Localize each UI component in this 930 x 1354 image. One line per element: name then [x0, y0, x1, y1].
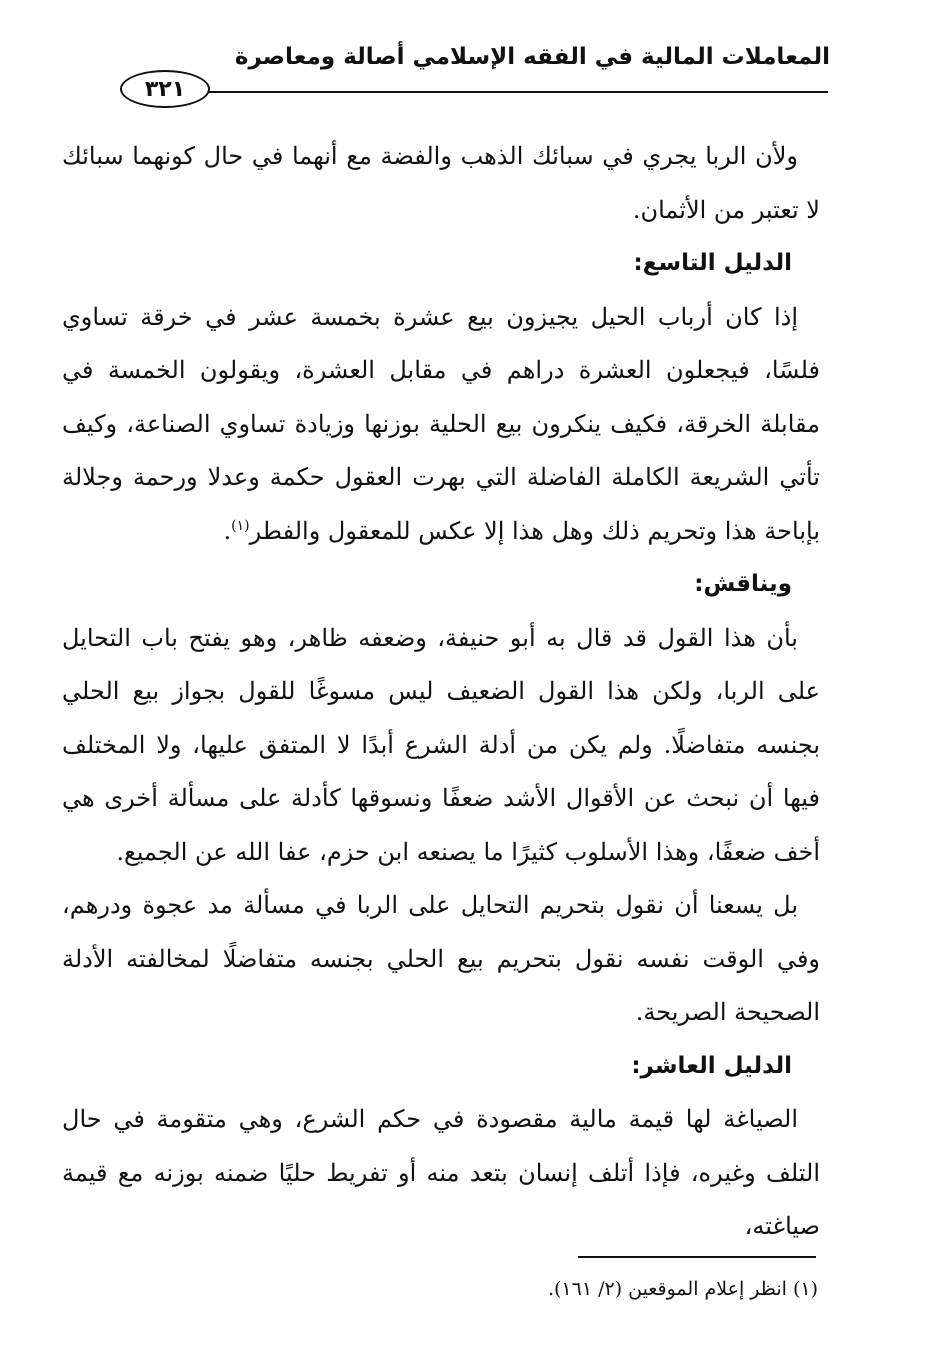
- body-text: [62, 130, 820, 1254]
- paragraph-ninth-evidence-text: إذا كان أرباب الحيل يجيزون بيع عشرة بخمسة عشر في خرقة تساوي فلسًا، فيجعلون العشرة دراهم في مقابل العشرة، ويقولون الخمسة في مقابلة الخرقة، فكيف ينكرون بيع الحلية بوزنها وزيادة تساوي الصناعة، وكيف تأتي الشريعة الكاملة الفاضلة التي بهرت العقول حكمة وعدلا ورحمة وجلالة بإباحة هذا وتحريم ذلك وهل هذا إلا عكس للمعقول والفطر: [62, 302, 821, 545]
- footnote-marker[interactable]: (١): [231, 517, 250, 534]
- running-header-title: المعاملات المالية في الفقه الإسلامي أصالة ومعاصرة: [234, 44, 830, 70]
- paragraph-tenth-evidence: الصياغة لها قيمة مالية مقصودة في حكم الشرع، وهي متقومة في حال التلف وغيره، فإذا أتلف إنسان بتعد منه أو تفريط حليًا ضمنه بوزنه مع قيمة صياغته،: [62, 1105, 820, 1240]
- paragraph-ninth-evidence-end: .: [223, 516, 232, 545]
- paragraph-discussion: بأن هذا القول قد قال به أبو حنيفة، وضعفه ظاهر، وهو يفتح باب التحايل على الربا، ولكن هذا القول الضعيف ليس مسوغًا للقول بجواز بيع الحلي بجنسه متفاضلًا. ولم يكن من أدلة الشرع أبدًا لا المتفق عليها، ولا المختلف فيها أن نبحث عن الأقوال الأشد ضعفًا ونسوقها كأدلة على مسألة أخرى هي أخف ضعفًا، وهذا الأسلوب كثيرًا ما يصنعه ابن حزم، عفا الله عن الجميع.: [62, 623, 820, 866]
- page-number: ٣٢١: [120, 70, 210, 108]
- paragraph-gold-silver-bullion: ولأن الربا يجري في سبائك الذهب والفضة مع أنهما في حال كونهما سبائك لا تعتبر من الأثمان.: [62, 142, 820, 224]
- paragraph-ninth-evidence: [62, 291, 820, 559]
- footnote: (١) انظر إعلام الموقعين (٢/ ١٦١).: [547, 1278, 818, 1300]
- heading-tenth-evidence: الدليل العاشر:: [631, 1052, 792, 1079]
- heading-discussion: ويناقش:: [694, 571, 792, 597]
- heading-ninth-evidence: الدليل التاسع:: [633, 250, 792, 276]
- footnote-rule: [578, 1256, 816, 1258]
- paragraph-discussion-continued: بل يسعنا أن نقول بتحريم التحايل على الربا في مسألة مد عجوة ودرهم، وفي الوقت نفسه نقول بتحريم بيع الحلي بجنسه متفاضلًا لمخالفته الأدلة الصحيحة الصريحة.: [62, 891, 821, 1026]
- header-rule: [132, 91, 828, 93]
